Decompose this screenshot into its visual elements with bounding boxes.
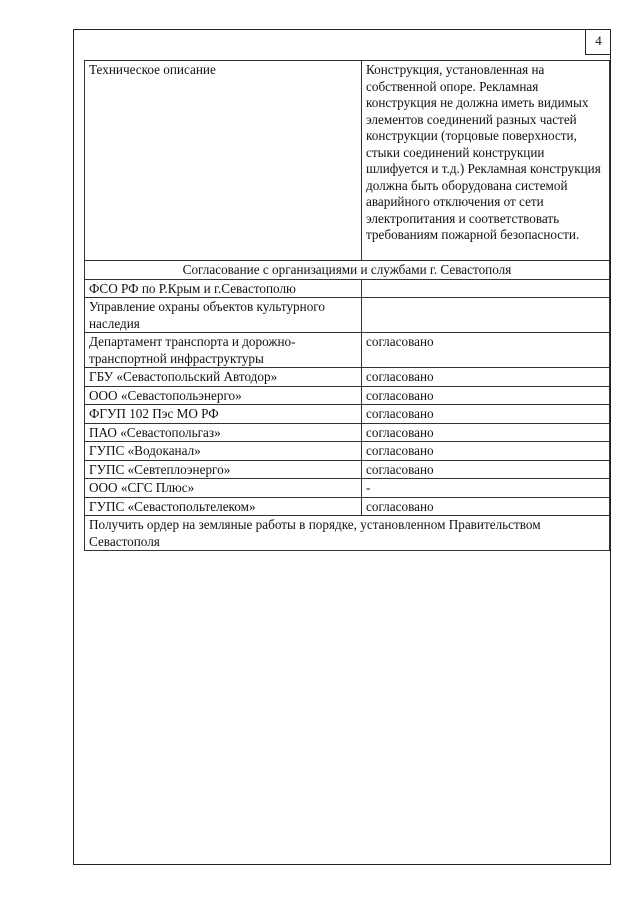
approval-status: согласовано bbox=[362, 333, 610, 368]
approval-heading-row bbox=[85, 261, 610, 280]
technical-description-row bbox=[85, 61, 610, 261]
approval-status bbox=[362, 279, 610, 298]
approval-status: согласовано bbox=[362, 497, 610, 516]
table-row bbox=[85, 405, 610, 424]
table-row bbox=[85, 479, 610, 498]
approval-status bbox=[362, 298, 610, 333]
organization-name: Управление охраны объектов культурного наследия bbox=[85, 298, 362, 333]
organization-name: ГБУ «Севастопольский Автодор» bbox=[85, 368, 362, 387]
footer-note: Получить ордер на земляные работы в порядке, установленном Правительством Севастополя bbox=[85, 516, 610, 551]
approval-status: согласовано bbox=[362, 423, 610, 442]
organization-name: ГУПС «Севастопольтелеком» bbox=[85, 497, 362, 516]
organization-name: ФСО РФ по Р.Крым и г.Севастополю bbox=[85, 279, 362, 298]
page-number: 4 bbox=[585, 29, 611, 55]
table-row bbox=[85, 368, 610, 387]
organization-name: ГУПС «Севтеплоэнерго» bbox=[85, 460, 362, 479]
approval-status: согласовано bbox=[362, 386, 610, 405]
organization-name: ФГУП 102 Пэс МО РФ bbox=[85, 405, 362, 424]
table-row bbox=[85, 460, 610, 479]
approval-status: согласовано bbox=[362, 442, 610, 461]
organization-name: Департамент транспорта и дорожно-транспортной инфраструктуры bbox=[85, 333, 362, 368]
organization-name: ГУПС «Водоканал» bbox=[85, 442, 362, 461]
table-row bbox=[85, 298, 610, 333]
technical-description-value: Конструкция, установленная на собственной опоре. Рекламная конструкция не должна иметь видимых элементов соединений разных частей конструкции (торцовые поверхности, стыки соединений конструкции шлифуется и т.д.) Рекламная конструкция должна быть оборудована системой аварийного отключения от сети электропитания и соответствовать требованиям пожарной безопасности. bbox=[362, 61, 610, 261]
table-row bbox=[85, 279, 610, 298]
table-row bbox=[85, 333, 610, 368]
table-row bbox=[85, 386, 610, 405]
table-row bbox=[85, 423, 610, 442]
footer-note-row bbox=[85, 516, 610, 551]
approval-status: - bbox=[362, 479, 610, 498]
approval-status: согласовано bbox=[362, 405, 610, 424]
approval-status: согласовано bbox=[362, 368, 610, 387]
table-row bbox=[85, 497, 610, 516]
organization-name: ПАО «Севастопольгаз» bbox=[85, 423, 362, 442]
organization-name: ООО «СГС Плюс» bbox=[85, 479, 362, 498]
approval-heading: Согласование с организациями и службами г. Севастополя bbox=[85, 261, 610, 280]
approval-status: согласовано bbox=[362, 460, 610, 479]
technical-description-label: Техническое описание bbox=[85, 61, 362, 261]
table-row bbox=[85, 442, 610, 461]
approval-table bbox=[84, 60, 610, 551]
organization-name: ООО «Севастопольэнерго» bbox=[85, 386, 362, 405]
